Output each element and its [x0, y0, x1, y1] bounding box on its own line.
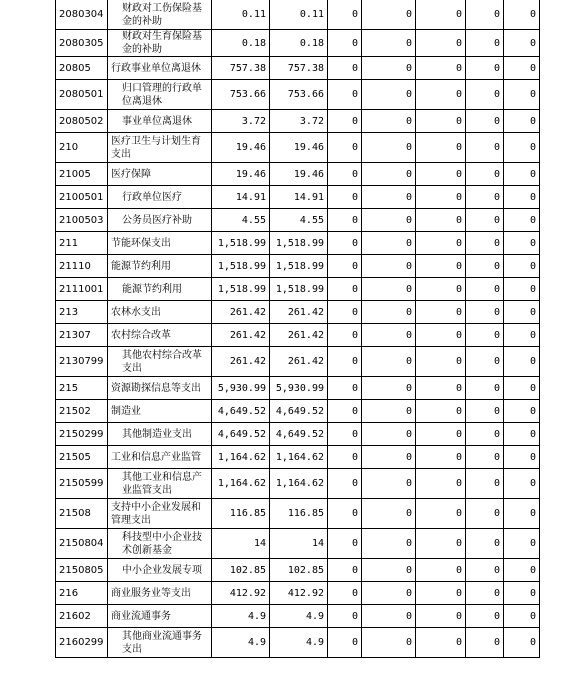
cell-subject-code: 2130799: [56, 347, 108, 377]
cell-c5: 0: [416, 30, 466, 57]
cell-basic: 261.42: [270, 347, 328, 377]
cell-total: 4,649.52: [212, 423, 270, 446]
cell-total: 1,518.99: [212, 232, 270, 255]
cell-total: 412.92: [212, 582, 270, 605]
cell-subject-name: 事业单位离退休: [108, 110, 212, 133]
table-row: [56, 110, 540, 133]
cell-subject-name: 其他农村综合改革支出: [108, 347, 212, 377]
cell-subject-code: 2150804: [56, 529, 108, 559]
cell-c6: 0: [466, 446, 504, 469]
cell-c6: 0: [466, 80, 504, 110]
cell-c6: 0: [466, 559, 504, 582]
cell-c7: 0: [504, 209, 540, 232]
cell-subject-code: 21110: [56, 255, 108, 278]
cell-c5: 0: [416, 186, 466, 209]
cell-total: 1,518.99: [212, 278, 270, 301]
cell-c3: 0: [328, 110, 362, 133]
cell-total: 4.55: [212, 209, 270, 232]
cell-c6: 0: [466, 499, 504, 529]
cell-c4: 0: [362, 377, 416, 400]
cell-c5: 0: [416, 347, 466, 377]
cell-c6: 0: [466, 232, 504, 255]
cell-c3: 0: [328, 255, 362, 278]
cell-c4: 0: [362, 0, 416, 30]
table-row: [56, 209, 540, 232]
cell-c4: 0: [362, 110, 416, 133]
cell-c4: 0: [362, 529, 416, 559]
cell-c5: 0: [416, 232, 466, 255]
cell-subject-code: 2111001: [56, 278, 108, 301]
table-row: [56, 301, 540, 324]
cell-basic: 5,930.99: [270, 377, 328, 400]
cell-c6: 0: [466, 255, 504, 278]
table-row: [56, 559, 540, 582]
cell-basic: 1,518.99: [270, 278, 328, 301]
table-row: [56, 377, 540, 400]
cell-total: 14: [212, 529, 270, 559]
cell-total: 753.66: [212, 80, 270, 110]
cell-c4: 0: [362, 209, 416, 232]
table-row: [56, 186, 540, 209]
cell-c4: 0: [362, 347, 416, 377]
cell-subject-code: 2080305: [56, 30, 108, 57]
cell-c5: 0: [416, 0, 466, 30]
cell-total: 1,164.62: [212, 469, 270, 499]
table-row: [56, 232, 540, 255]
cell-c3: 0: [328, 301, 362, 324]
cell-c3: 0: [328, 377, 362, 400]
cell-total: 102.85: [212, 559, 270, 582]
cell-c4: 0: [362, 186, 416, 209]
cell-c7: 0: [504, 400, 540, 423]
cell-c4: 0: [362, 582, 416, 605]
cell-c4: 0: [362, 133, 416, 163]
cell-c3: 0: [328, 605, 362, 628]
table-row: [56, 529, 540, 559]
cell-basic: 1,164.62: [270, 469, 328, 499]
cell-c7: 0: [504, 301, 540, 324]
cell-basic: 0.11: [270, 0, 328, 30]
cell-c7: 0: [504, 0, 540, 30]
table-row: [56, 400, 540, 423]
cell-total: 14.91: [212, 186, 270, 209]
cell-c4: 0: [362, 324, 416, 347]
cell-c5: 0: [416, 469, 466, 499]
cell-c7: 0: [504, 232, 540, 255]
table-row: [56, 278, 540, 301]
cell-total: 0.11: [212, 0, 270, 30]
table-row: [56, 133, 540, 163]
cell-c5: 0: [416, 582, 466, 605]
cell-c3: 0: [328, 209, 362, 232]
cell-c3: 0: [328, 559, 362, 582]
cell-c6: 0: [466, 0, 504, 30]
cell-subject-name: 行政事业单位离退休: [108, 57, 212, 80]
cell-c5: 0: [416, 209, 466, 232]
cell-c7: 0: [504, 628, 540, 658]
cell-c3: 0: [328, 186, 362, 209]
cell-c7: 0: [504, 559, 540, 582]
table-row: [56, 469, 540, 499]
cell-c3: 0: [328, 0, 362, 30]
cell-basic: 4.9: [270, 628, 328, 658]
table-row: [56, 30, 540, 57]
cell-c5: 0: [416, 255, 466, 278]
cell-subject-code: 211: [56, 232, 108, 255]
cell-basic: 261.42: [270, 301, 328, 324]
cell-c6: 0: [466, 30, 504, 57]
cell-subject-code: 21508: [56, 499, 108, 529]
cell-c6: 0: [466, 628, 504, 658]
cell-c3: 0: [328, 30, 362, 57]
cell-c7: 0: [504, 529, 540, 559]
cell-basic: 14.91: [270, 186, 328, 209]
cell-basic: 4,649.52: [270, 400, 328, 423]
cell-subject-code: 2080304: [56, 0, 108, 30]
cell-c4: 0: [362, 400, 416, 423]
cell-subject-name: 科技型中小企业技术创新基金: [108, 529, 212, 559]
cell-c4: 0: [362, 163, 416, 186]
cell-c7: 0: [504, 377, 540, 400]
cell-c4: 0: [362, 423, 416, 446]
cell-c3: 0: [328, 80, 362, 110]
cell-c4: 0: [362, 30, 416, 57]
table-row: [56, 0, 540, 30]
cell-subject-name: 工业和信息产业监管: [108, 446, 212, 469]
cell-c5: 0: [416, 80, 466, 110]
cell-c7: 0: [504, 133, 540, 163]
cell-basic: 4.9: [270, 605, 328, 628]
cell-c4: 0: [362, 255, 416, 278]
budget-table: [55, 0, 540, 658]
table-row: [56, 57, 540, 80]
table-row: [56, 582, 540, 605]
cell-c5: 0: [416, 57, 466, 80]
cell-basic: 116.85: [270, 499, 328, 529]
cell-subject-code: 2100501: [56, 186, 108, 209]
cell-total: 19.46: [212, 133, 270, 163]
cell-subject-name: 医疗保障: [108, 163, 212, 186]
cell-c6: 0: [466, 469, 504, 499]
cell-subject-name: 财政对工伤保险基金的补助: [108, 0, 212, 30]
cell-subject-code: 215: [56, 377, 108, 400]
cell-c5: 0: [416, 301, 466, 324]
cell-c3: 0: [328, 232, 362, 255]
cell-total: 1,164.62: [212, 446, 270, 469]
cell-c3: 0: [328, 529, 362, 559]
cell-subject-code: 2150299: [56, 423, 108, 446]
cell-c3: 0: [328, 628, 362, 658]
cell-subject-code: 2100503: [56, 209, 108, 232]
cell-c6: 0: [466, 400, 504, 423]
cell-c7: 0: [504, 110, 540, 133]
cell-c7: 0: [504, 446, 540, 469]
cell-basic: 19.46: [270, 163, 328, 186]
cell-subject-code: 20805: [56, 57, 108, 80]
cell-basic: 4,649.52: [270, 423, 328, 446]
cell-c6: 0: [466, 133, 504, 163]
cell-c4: 0: [362, 628, 416, 658]
cell-subject-name: 公务员医疗补助: [108, 209, 212, 232]
cell-basic: 19.46: [270, 133, 328, 163]
cell-c5: 0: [416, 110, 466, 133]
cell-subject-code: 2150599: [56, 469, 108, 499]
cell-basic: 261.42: [270, 324, 328, 347]
cell-c6: 0: [466, 110, 504, 133]
cell-c5: 0: [416, 324, 466, 347]
cell-c4: 0: [362, 605, 416, 628]
cell-c5: 0: [416, 559, 466, 582]
table-row: [56, 347, 540, 377]
cell-c6: 0: [466, 605, 504, 628]
cell-c3: 0: [328, 278, 362, 301]
cell-c4: 0: [362, 446, 416, 469]
cell-subject-name: 其他制造业支出: [108, 423, 212, 446]
cell-total: 1,518.99: [212, 255, 270, 278]
cell-total: 757.38: [212, 57, 270, 80]
cell-subject-name: 归口管理的行政单位离退休: [108, 80, 212, 110]
cell-c5: 0: [416, 163, 466, 186]
cell-c4: 0: [362, 57, 416, 80]
cell-subject-name: 能源节约利用: [108, 278, 212, 301]
cell-subject-name: 节能环保支出: [108, 232, 212, 255]
cell-c6: 0: [466, 423, 504, 446]
cell-subject-code: 21502: [56, 400, 108, 423]
cell-c7: 0: [504, 499, 540, 529]
cell-c5: 0: [416, 400, 466, 423]
cell-c7: 0: [504, 255, 540, 278]
cell-total: 19.46: [212, 163, 270, 186]
cell-c7: 0: [504, 582, 540, 605]
cell-subject-name: 商业服务业等支出: [108, 582, 212, 605]
cell-c6: 0: [466, 57, 504, 80]
cell-total: 5,930.99: [212, 377, 270, 400]
cell-c7: 0: [504, 186, 540, 209]
cell-subject-name: 农林水支出: [108, 301, 212, 324]
cell-c4: 0: [362, 499, 416, 529]
cell-c4: 0: [362, 559, 416, 582]
cell-total: 4,649.52: [212, 400, 270, 423]
cell-subject-name: 支持中小企业发展和管理支出: [108, 499, 212, 529]
cell-total: 261.42: [212, 301, 270, 324]
cell-c3: 0: [328, 423, 362, 446]
cell-c4: 0: [362, 469, 416, 499]
cell-subject-name: 资源勘探信息等支出: [108, 377, 212, 400]
cell-subject-name: 农村综合改革: [108, 324, 212, 347]
cell-c7: 0: [504, 605, 540, 628]
cell-subject-name: 中小企业发展专项: [108, 559, 212, 582]
cell-subject-code: 2080502: [56, 110, 108, 133]
cell-total: 4.9: [212, 605, 270, 628]
cell-subject-name: 其他工业和信息产业监管支出: [108, 469, 212, 499]
table-row: [56, 605, 540, 628]
cell-c4: 0: [362, 80, 416, 110]
table-row: [56, 163, 540, 186]
cell-basic: 412.92: [270, 582, 328, 605]
cell-c3: 0: [328, 347, 362, 377]
cell-subject-code: 2160299: [56, 628, 108, 658]
table-row: [56, 499, 540, 529]
table-row: [56, 324, 540, 347]
cell-c5: 0: [416, 446, 466, 469]
cell-c5: 0: [416, 377, 466, 400]
cell-subject-code: 21307: [56, 324, 108, 347]
cell-c3: 0: [328, 163, 362, 186]
cell-c4: 0: [362, 278, 416, 301]
cell-subject-name: 医疗卫生与计划生育支出: [108, 133, 212, 163]
cell-subject-name: 其他商业流通事务支出: [108, 628, 212, 658]
cell-basic: 4.55: [270, 209, 328, 232]
table-body: [56, 0, 540, 658]
cell-c3: 0: [328, 133, 362, 163]
cell-c7: 0: [504, 347, 540, 377]
cell-c6: 0: [466, 324, 504, 347]
cell-basic: 1,518.99: [270, 232, 328, 255]
cell-c6: 0: [466, 582, 504, 605]
cell-c5: 0: [416, 423, 466, 446]
cell-basic: 102.85: [270, 559, 328, 582]
table-row: [56, 628, 540, 658]
cell-c5: 0: [416, 499, 466, 529]
cell-subject-name: 行政单位医疗: [108, 186, 212, 209]
cell-basic: 753.66: [270, 80, 328, 110]
cell-total: 4.9: [212, 628, 270, 658]
cell-subject-code: 2150805: [56, 559, 108, 582]
cell-c7: 0: [504, 278, 540, 301]
table-row: [56, 446, 540, 469]
cell-c6: 0: [466, 186, 504, 209]
cell-subject-name: 商业流通事务: [108, 605, 212, 628]
cell-subject-name: 制造业: [108, 400, 212, 423]
cell-c7: 0: [504, 80, 540, 110]
cell-c6: 0: [466, 209, 504, 232]
cell-c5: 0: [416, 133, 466, 163]
cell-total: 261.42: [212, 347, 270, 377]
cell-c7: 0: [504, 30, 540, 57]
cell-c6: 0: [466, 529, 504, 559]
cell-subject-code: 21602: [56, 605, 108, 628]
cell-c3: 0: [328, 446, 362, 469]
cell-subject-name: 能源节约利用: [108, 255, 212, 278]
cell-subject-code: 213: [56, 301, 108, 324]
cell-c4: 0: [362, 232, 416, 255]
cell-c7: 0: [504, 57, 540, 80]
cell-c7: 0: [504, 324, 540, 347]
cell-c3: 0: [328, 324, 362, 347]
cell-basic: 1,518.99: [270, 255, 328, 278]
cell-subject-code: 21505: [56, 446, 108, 469]
cell-subject-code: 2080501: [56, 80, 108, 110]
cell-c6: 0: [466, 347, 504, 377]
table-row: [56, 80, 540, 110]
cell-basic: 0.18: [270, 30, 328, 57]
cell-total: 0.18: [212, 30, 270, 57]
cell-subject-name: 财政对生育保险基金的补助: [108, 30, 212, 57]
cell-c3: 0: [328, 469, 362, 499]
cell-subject-code: 210: [56, 133, 108, 163]
cell-c5: 0: [416, 278, 466, 301]
cell-c7: 0: [504, 163, 540, 186]
cell-subject-code: 21005: [56, 163, 108, 186]
cell-c7: 0: [504, 469, 540, 499]
cell-c4: 0: [362, 301, 416, 324]
cell-basic: 14: [270, 529, 328, 559]
cell-basic: 1,164.62: [270, 446, 328, 469]
cell-basic: 3.72: [270, 110, 328, 133]
cell-c6: 0: [466, 377, 504, 400]
cell-subject-code: 216: [56, 582, 108, 605]
cell-c3: 0: [328, 582, 362, 605]
cell-c6: 0: [466, 163, 504, 186]
table-row: [56, 423, 540, 446]
cell-total: 261.42: [212, 324, 270, 347]
cell-c6: 0: [466, 301, 504, 324]
cell-c5: 0: [416, 605, 466, 628]
cell-basic: 757.38: [270, 57, 328, 80]
cell-total: 3.72: [212, 110, 270, 133]
cell-c7: 0: [504, 423, 540, 446]
cell-c5: 0: [416, 529, 466, 559]
cell-c5: 0: [416, 628, 466, 658]
cell-c6: 0: [466, 278, 504, 301]
table-row: [56, 255, 540, 278]
cell-total: 116.85: [212, 499, 270, 529]
cell-c3: 0: [328, 400, 362, 423]
cell-c3: 0: [328, 499, 362, 529]
cell-c3: 0: [328, 57, 362, 80]
